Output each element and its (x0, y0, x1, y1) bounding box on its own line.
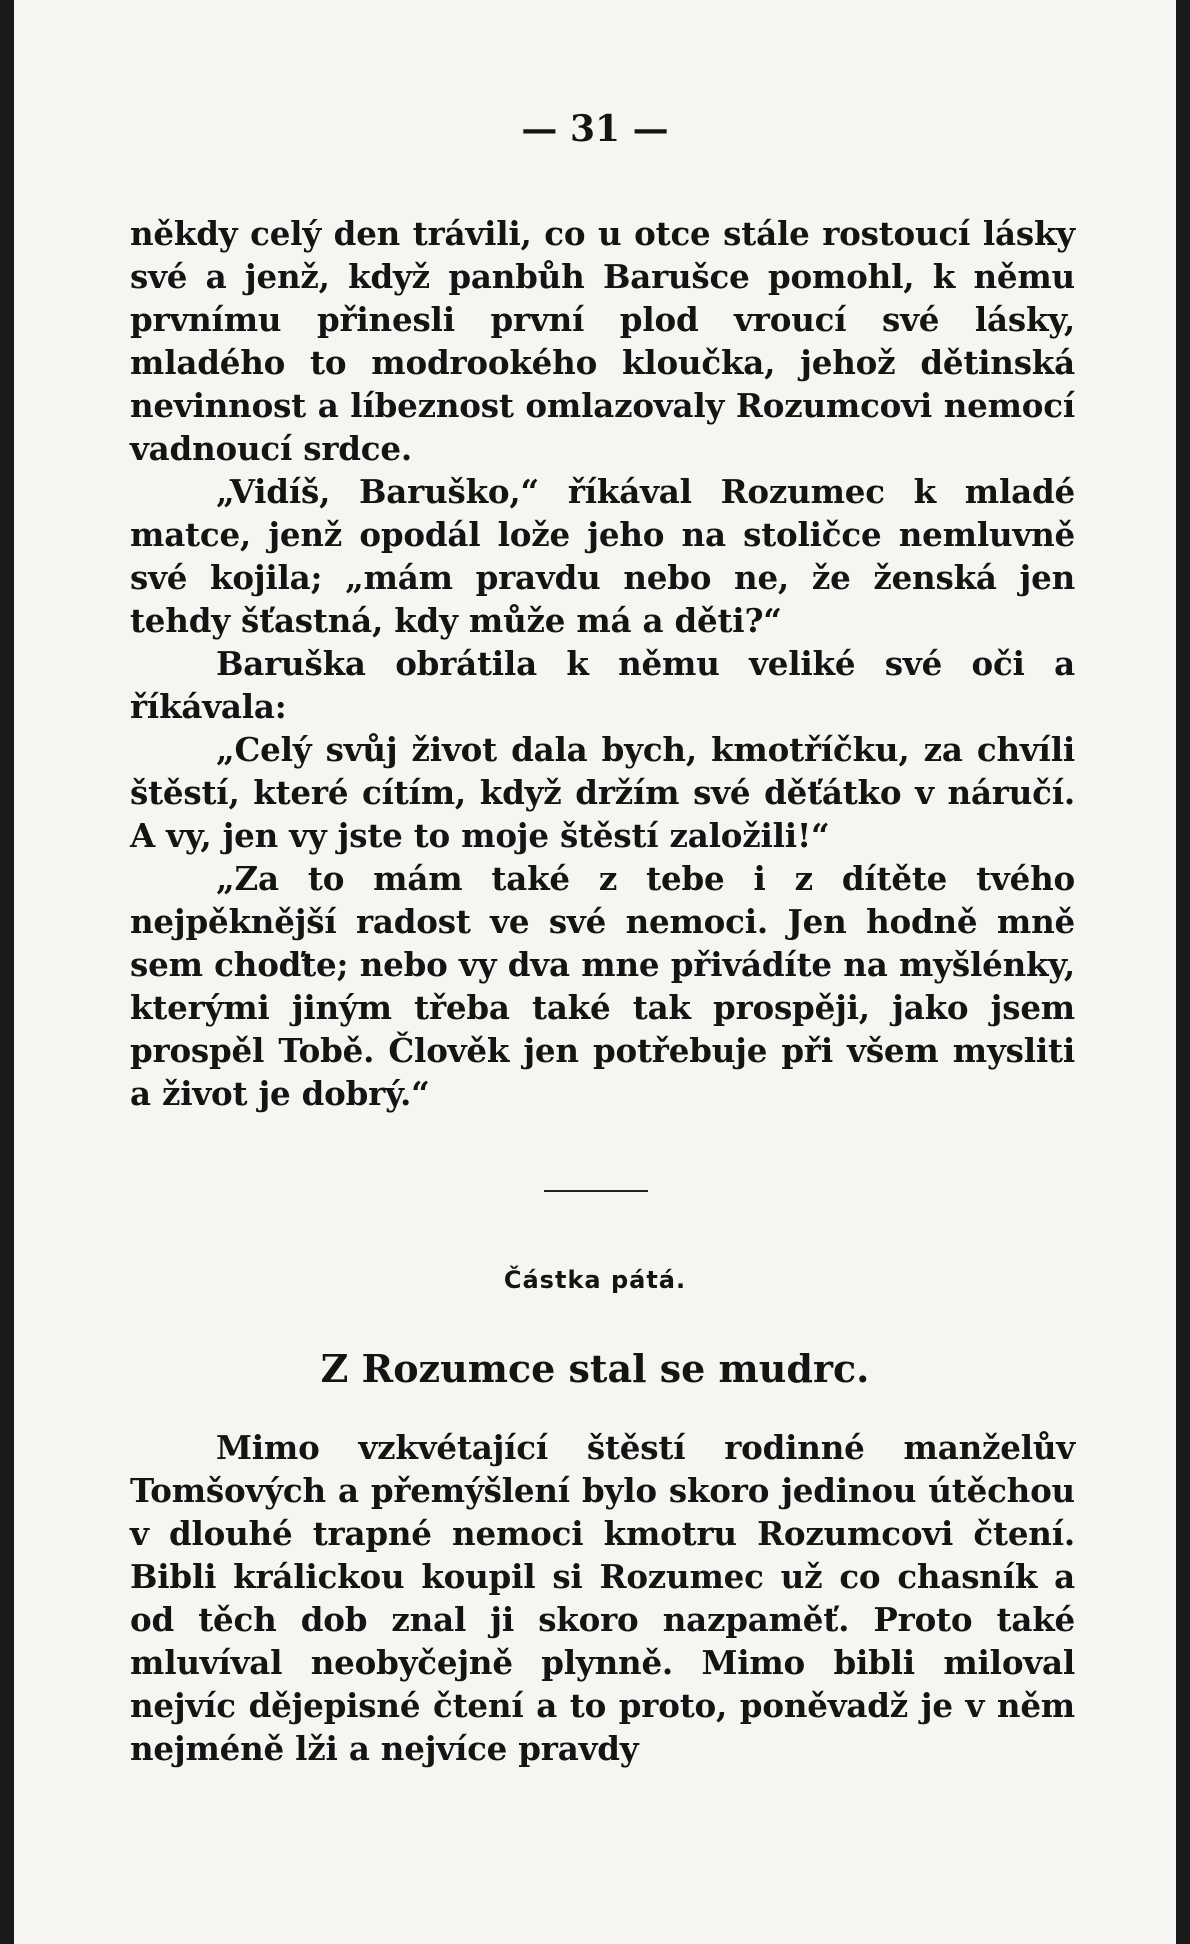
text-block-bottom (130, 1426, 1075, 1770)
text-block-top (130, 212, 1075, 1115)
paragraph: „Vidíš, Baruško,“ říkával Rozumec k mladé matce, jenž opodál lože jeho na stoličce nemluvně své kojila; „mám pravdu nebo ne, že ženská jen tehdy šťastná, kdy může má a děti?“ (130, 472, 1075, 640)
chapter-label: Částka pátá. (503, 1266, 687, 1294)
paragraph: „Celý svůj život dala bych, kmotříčku, za chvíli štěstí, které cítím, když držím své děťátko v náručí. A vy, jen vy jste to moje štěstí založili!“ (130, 730, 1075, 855)
paragraph: Baruška obrátila k němu veliké své oči a říkávala: (130, 644, 1075, 726)
section-divider (544, 1190, 648, 1192)
book-page (14, 0, 1176, 1944)
paragraph: Mimo vzkvétající štěstí rodinné manželův Tomšových a přemýšlení bylo skoro jedinou útěchou v dlouhé trapné nemoci kmotru Rozumcovi čtení. Bibli králickou koupil si Rozumec už co chasník a od těch dob znal ji skoro nazpaměť. Proto také mluvíval neobyčejně plynně. Mimo bibli miloval nejvíc dějepisné čtení a to proto, poněvadž je v něm nejméně lži a nejvíce pravdy (130, 1428, 1075, 1768)
page-number: — 31 — (521, 108, 669, 150)
paragraph: „Za to mám také z tebe i z dítěte tvého nejpěknější radost ve své nemoci. Jen hodně mně sem choďte; nebo vy dva mne přivádíte na myšlénky, kterými jiným třeba také tak prospěji, jako jsem prospěl Tobě. Člověk jen potřebuje při všem mysliti a život je dobrý.“ (130, 859, 1075, 1113)
chapter-title: Z Rozumce stal se mudrc. (320, 1346, 870, 1391)
paragraph: někdy celý den trávili, co u otce stále rostoucí lásky své a jenž, když panbůh Barušce pomohl, k němu prvnímu přinesli první plod vroucí své lásky, mladého to modrookého kloučka, jehož dětinská nevinnost a líbeznost omlazovaly Rozumcovi nemocí vadnoucí srdce. (130, 214, 1075, 468)
